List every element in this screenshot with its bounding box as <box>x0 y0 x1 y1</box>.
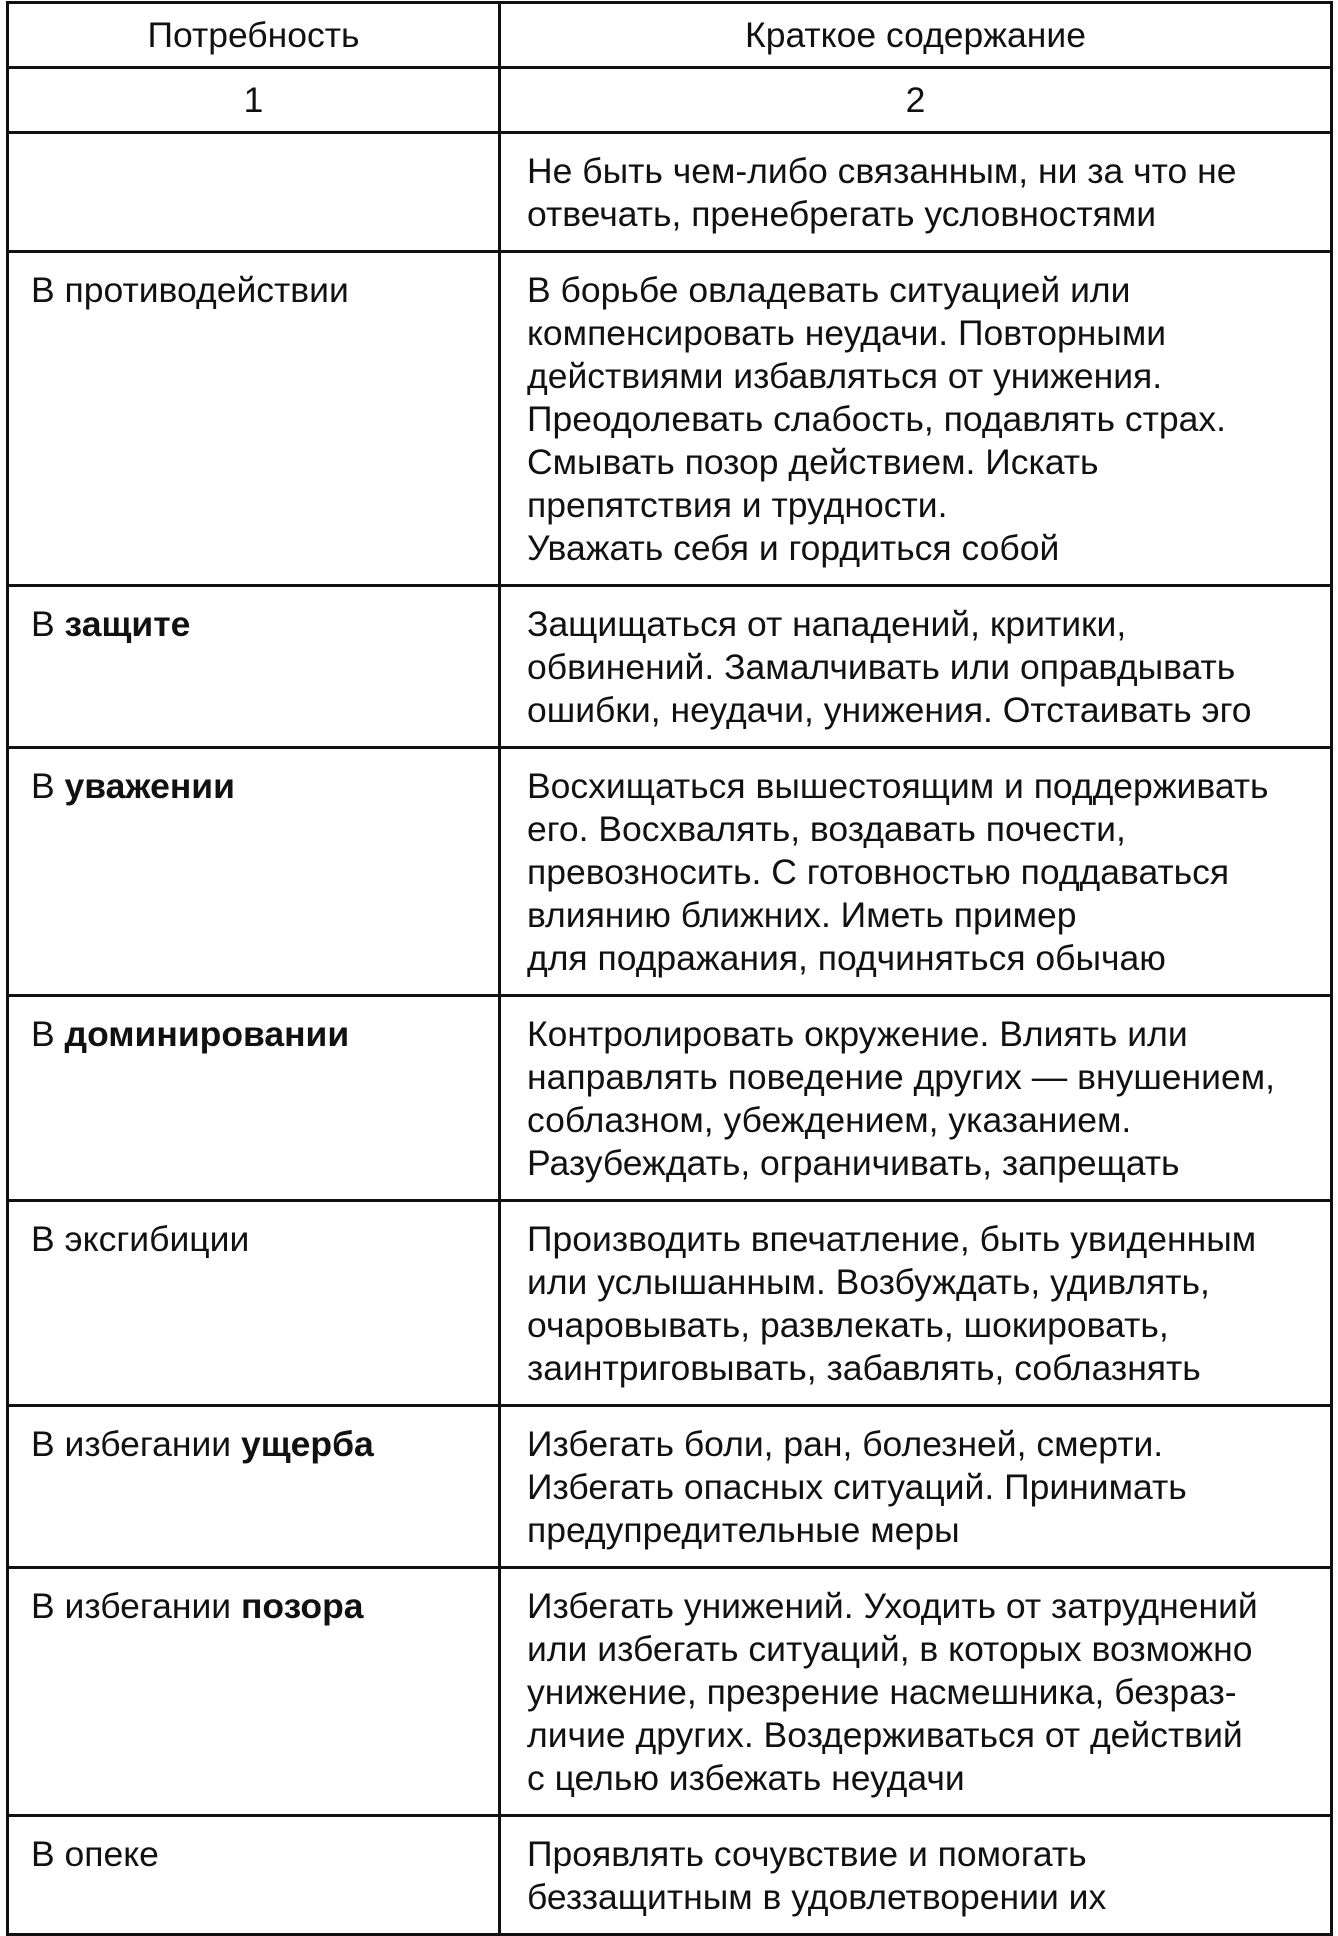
need-cell <box>8 586 500 748</box>
header-need: Потребность <box>8 3 500 68</box>
table-row <box>8 586 1332 748</box>
table-numbering-row <box>8 68 1332 133</box>
need-text: В избегании <box>31 1424 241 1464</box>
need-text: В <box>31 604 65 644</box>
description-cell: Восхищаться вышестоящим и поддерживать его. Восхвалять, воздавать почести, превозносить. С готовностью поддаваться влиянию ближних. Иметь пример для подражания, подчиняться обычаю <box>500 748 1332 996</box>
need-text: В противодействии <box>31 270 349 310</box>
need-cell <box>8 1568 500 1816</box>
need-text-bold: ущерба <box>240 1424 374 1464</box>
need-text: В опеке <box>31 1834 159 1874</box>
table-row <box>8 1816 1332 1935</box>
need-cell <box>8 996 500 1201</box>
table-row <box>8 748 1332 996</box>
need-cell <box>8 252 500 586</box>
need-cell <box>8 1201 500 1406</box>
need-text: В <box>31 1014 65 1054</box>
description-cell: Не быть чем-либо связанным, ни за что не отвечать, пренебрегать условностями <box>500 133 1332 252</box>
table-row <box>8 1406 1332 1568</box>
table-header-row <box>8 3 1332 68</box>
column-number-2: 2 <box>500 68 1332 133</box>
table-row <box>8 1201 1332 1406</box>
need-text-bold: уважении <box>64 766 235 806</box>
table-row <box>8 133 1332 252</box>
need-text: В избегании <box>31 1586 241 1626</box>
table-row <box>8 996 1332 1201</box>
need-cell <box>8 133 500 252</box>
description-cell: В борьбе овладевать ситуацией или компенсировать неудачи. Повторными действиями избавляться от унижения. Преодолевать слабость, подавлять страх. Смывать позор действием. Искать препятствия и трудности. Уважать себя и гордиться собой <box>500 252 1332 586</box>
need-text-bold: защите <box>64 604 191 644</box>
table-row <box>8 1568 1332 1816</box>
column-number-1: 1 <box>8 68 500 133</box>
page <box>0 1 1338 1919</box>
description-cell: Защищаться от нападений, критики, обвинений. Замалчивать или оправдывать ошибки, неудачи, унижения. Отстаивать эго <box>500 586 1332 748</box>
need-text: В <box>31 766 65 806</box>
description-cell: Проявлять сочувствие и помогать беззащитным в удовлетворении их <box>500 1816 1332 1935</box>
description-cell: Производить впечатление, быть увиденным или услышанным. Возбуждать, удивлять, очаровывать, развлекать, шокировать, заинтриговывать, забавлять, соблазнять <box>500 1201 1332 1406</box>
header-description: Краткое содержание <box>500 3 1332 68</box>
description-cell: Контролировать окружение. Влиять или направлять поведение других — внушением, соблазном, убеждением, указанием. Разубеждать, ограничивать, запрещать <box>500 996 1332 1201</box>
need-text-bold: доминировании <box>64 1014 350 1054</box>
need-cell <box>8 1816 500 1935</box>
need-text: В эксгибиции <box>31 1219 250 1259</box>
need-text-bold: позора <box>240 1586 364 1626</box>
need-cell <box>8 748 500 996</box>
table-row <box>8 252 1332 586</box>
description-cell: Избегать унижений. Уходить от затруднений или избегать ситуаций, в которых возможно унижение, презрение насмешника, безраз- личие других. Воздерживаться от действий с целью избежать неудачи <box>500 1568 1332 1816</box>
need-cell <box>8 1406 500 1568</box>
needs-table <box>6 1 1333 1936</box>
description-cell: Избегать боли, ран, болезней, смерти. Избегать опасных ситуаций. Принимать предупредительные меры <box>500 1406 1332 1568</box>
